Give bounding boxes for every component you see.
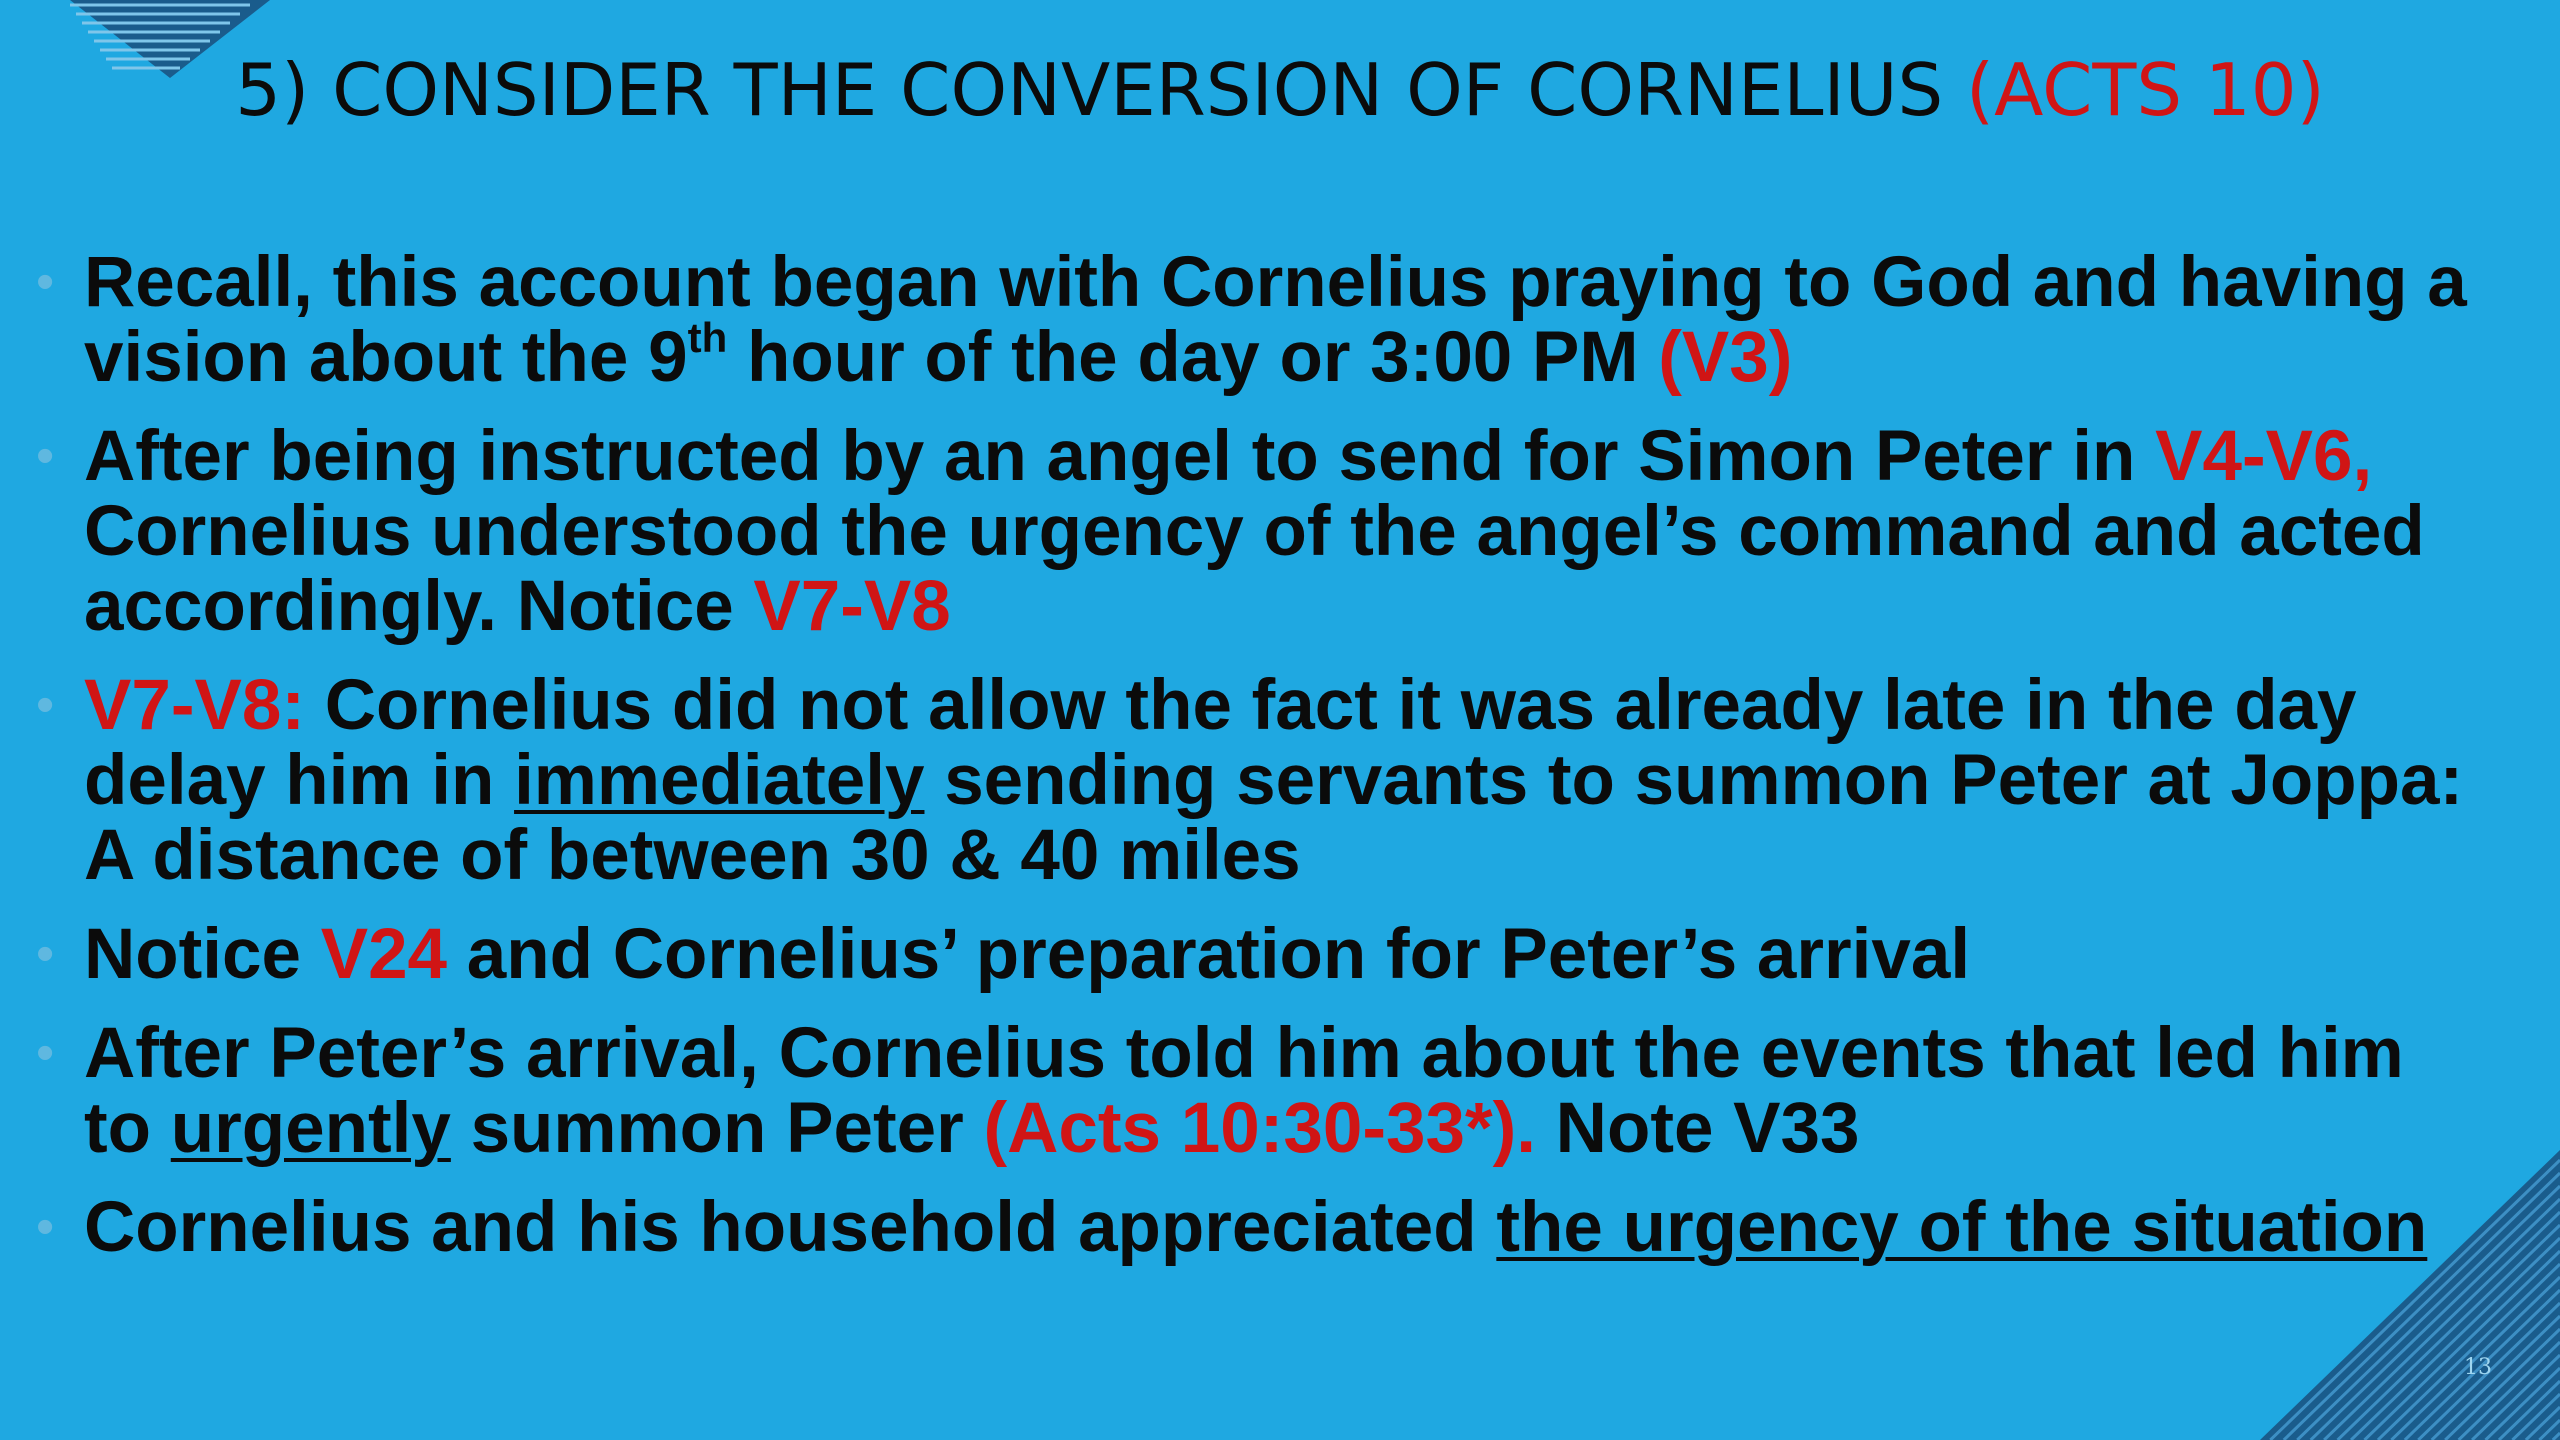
bullet-marker: • bbox=[36, 676, 55, 734]
bullet-marker: • bbox=[36, 427, 55, 485]
verse-reference: V7-V8 bbox=[753, 567, 951, 646]
verse-reference: (V3) bbox=[1658, 318, 1793, 397]
bullet-item-4: • Notice V24 and Cornelius’ preparation for Peter’s arrival bbox=[36, 915, 1971, 994]
page-number: 13 bbox=[2464, 1355, 2492, 1380]
bullet-marker: • bbox=[36, 253, 55, 311]
underlined-emphasis: the urgency of the situation bbox=[1496, 1188, 2428, 1267]
verse-reference: V7-V8: bbox=[84, 666, 305, 745]
bullet-marker: • bbox=[36, 925, 55, 983]
bullet-item-5: • After Peter’s arrival, Cornelius told him about the events that led him to urgently summon Peter (Acts 10:30-33*). Note V33 bbox=[36, 1014, 2404, 1168]
slide-title bbox=[0, 40, 2560, 140]
verse-reference: V4-V6, bbox=[2155, 417, 2373, 496]
verse-reference: V24 bbox=[320, 915, 448, 994]
bullet-item-3: • V7-V8: Cornelius did not allow the fact it was already late in the day delay him in immediately sending servants to summon Peter at Joppa: A distance of between 30 & 40 miles bbox=[36, 666, 2464, 895]
bullet-item-1: • Recall, this account began with Cornelius praying to God and having a vision about the 9th hour of the day or 3:00 PM (V3) bbox=[36, 243, 2467, 397]
title-reference: (ACTS 10) bbox=[1966, 48, 2325, 132]
bullet-item-2: • After being instructed by an angel to send for Simon Peter in V4-V6, Cornelius understood the urgency of the angel’s command and acted accordingly. Notice V7-V8 bbox=[36, 417, 2425, 646]
title-main: 5) CONSIDER THE CONVERSION OF CORNELIUS bbox=[235, 48, 1967, 132]
underlined-emphasis: urgently bbox=[170, 1089, 451, 1168]
verse-reference: (Acts 10:30-33*). bbox=[983, 1089, 1536, 1168]
bullet-marker: • bbox=[36, 1198, 55, 1256]
underlined-emphasis: immediately bbox=[514, 741, 925, 820]
bullet-marker: • bbox=[36, 1024, 55, 1082]
bullet-list bbox=[36, 245, 2476, 1289]
bullet-item-6: • Cornelius and his household appreciated the urgency of the situation bbox=[36, 1188, 2428, 1267]
